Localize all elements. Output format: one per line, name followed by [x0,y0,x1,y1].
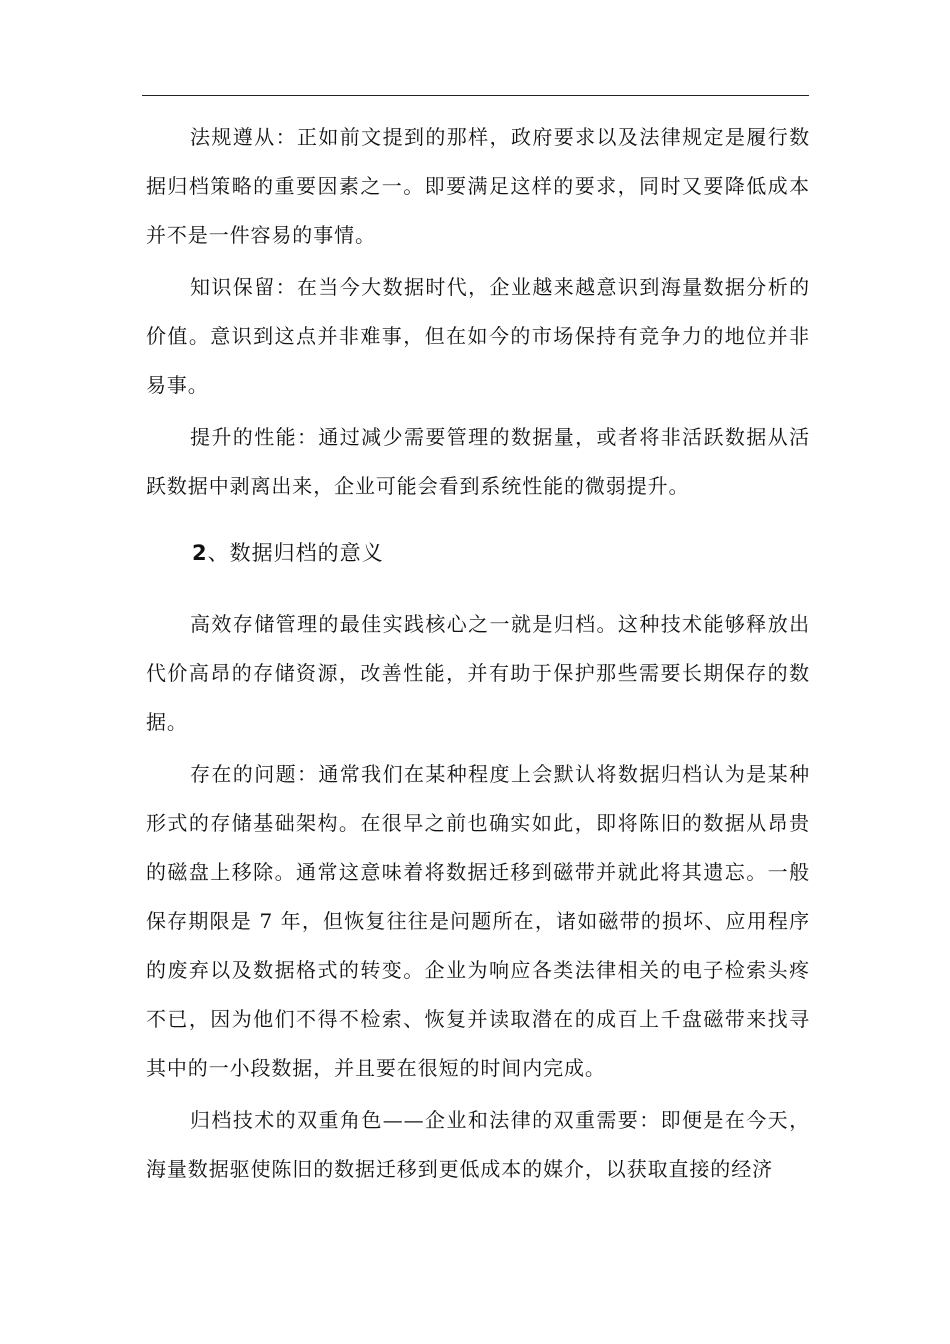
paragraph-existing-problems: 存在的问题：通常我们在某种程度上会默认将数据归档认为是某种形式的存储基础架构。在很早之前也确实如此，即将陈旧的数据从昂贵的磁盘上移除。通常这意味着将数据迁移到磁带并就此将其遗忘。一般保存期限是 7 年，但恢复往往是问题所在，诸如磁带的损坏、应用程序的废弃以及数据格式的转变。企业为响应各类法律相关的电子检索头疼不已，因为他们不得不检索、恢复并读取潜在的成百上千盘磁带来找寻其中的一小段数据，并且要在很短的时间内完成。 [146,762,810,1080]
section-title: 、数据归档的意义 [207,541,384,565]
paragraph-regulatory-compliance: 法规遵从：正如前文提到的那样，政府要求以及法律规定是履行数据归档策略的重要因素之一。即要满足这样的要求，同时又要降低成本并不是一件容易的事情。 [146,125,810,247]
paragraph-knowledge-retention: 知识保留：在当今大数据时代，企业越来越意识到海量数据分析的价值。意识到这点并非难事，但在如今的市场保持有竞争力的地位并非易事。 [146,275,810,397]
section-number: 2 [192,541,208,565]
header-rule [142,95,809,96]
paragraph-dual-role: 归档技术的双重角色——企业和法律的双重需要：即便是在今天，海量数据驱使陈旧的数据迁移到更低成本的媒介，以获取直接的经济 [146,1108,810,1181]
paragraph-archiving-core: 高效存储管理的最佳实践核心之一就是归档。这种技术能够释放出代价高昂的存储资源，改善性能，并有助于保护那些需要长期保存的数据。 [146,612,810,734]
section-heading [146,529,810,578]
document-body [146,113,810,1194]
paragraph-improved-performance: 提升的性能：通过减少需要管理的数据量，或者将非活跃数据从活跃数据中剥离出来，企业可能会看到系统性能的微弱提升。 [146,425,810,498]
